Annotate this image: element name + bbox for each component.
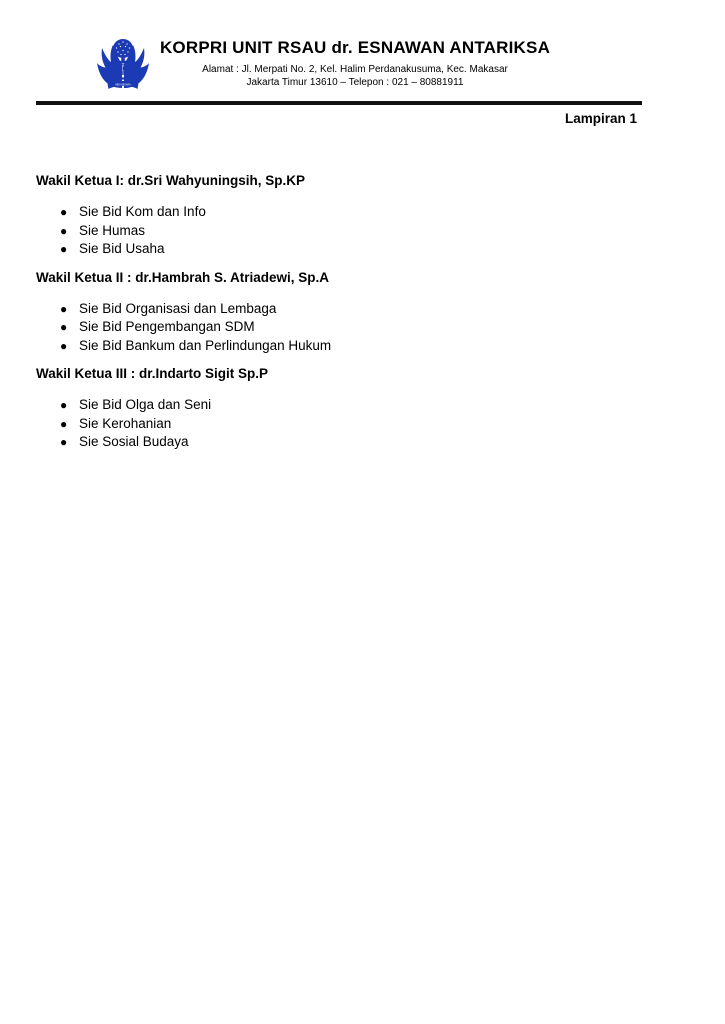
bullet-icon: ●: [60, 320, 68, 334]
attachment-label: Lampiran 1: [564, 111, 637, 126]
section-wakil-ketua-3: [36, 366, 642, 452]
section-heading: Wakil Ketua III : dr.Indarto Sigit Sp.P: [36, 366, 269, 381]
section-heading: Wakil Ketua I: dr.Sri Wahyuningsih, Sp.KP: [36, 173, 306, 188]
bullet-list: [36, 396, 642, 452]
list-item: [36, 240, 642, 259]
bullet-icon: ●: [60, 416, 68, 431]
list-item: [36, 300, 642, 319]
bullet-list: [36, 300, 642, 356]
bullet-icon: ●: [60, 205, 68, 219]
section-wakil-ketua-1: [36, 173, 642, 259]
list-item-label: Sie Bid Kom dan Info: [79, 204, 206, 219]
list-item-label: Sie Humas: [79, 222, 146, 238]
bullet-icon: ●: [60, 338, 68, 353]
section-wakil-ketua-2: [36, 270, 642, 356]
letterhead-divider: [36, 101, 642, 105]
bullet-list: [36, 203, 642, 259]
list-item: [36, 318, 642, 337]
list-item: [36, 337, 642, 356]
list-item: [36, 433, 642, 452]
list-item-label: Sie Bid Pengembangan SDM: [79, 319, 255, 334]
list-item-label: Sie Kerohanian: [79, 415, 172, 431]
list-item-label: Sie Sosial Budaya: [79, 434, 189, 449]
list-item-label: Sie Bid Usaha: [79, 241, 165, 256]
address-line-1: Alamat : Jl. Merpati No. 2, Kel. Halim Perdanakusuma, Kec. Makasar: [202, 64, 508, 75]
organization-address: [60, 63, 650, 89]
list-item: [36, 222, 642, 241]
section-heading: Wakil Ketua II : dr.Hambrah S. Atriadewi, Sp.A: [36, 269, 330, 285]
list-item: [36, 396, 642, 415]
document-body: [36, 173, 642, 463]
list-item: [36, 415, 642, 434]
letterhead: [60, 38, 650, 89]
list-item-label: Sie Bid Organisasi dan Lembaga: [79, 300, 277, 316]
bullet-icon: ●: [60, 301, 68, 316]
address-line-2: Jakarta Timur 13610 – Telepon : 021 – 80881911: [246, 77, 464, 88]
bullet-icon: ●: [60, 223, 68, 238]
list-item: [36, 203, 642, 222]
list-item-label: Sie Bid Bankum dan Perlindungan Hukum: [79, 337, 332, 353]
list-item-label: Sie Bid Olga dan Seni: [79, 397, 212, 412]
organization-name: KORPRI UNIT RSAU dr. ESNAWAN ANTARIKSA: [159, 38, 551, 57]
bullet-icon: ●: [60, 398, 68, 412]
bullet-icon: ●: [60, 435, 68, 449]
logo-banner-text: ABDI NEGARA: [115, 84, 131, 87]
bullet-icon: ●: [60, 242, 68, 256]
